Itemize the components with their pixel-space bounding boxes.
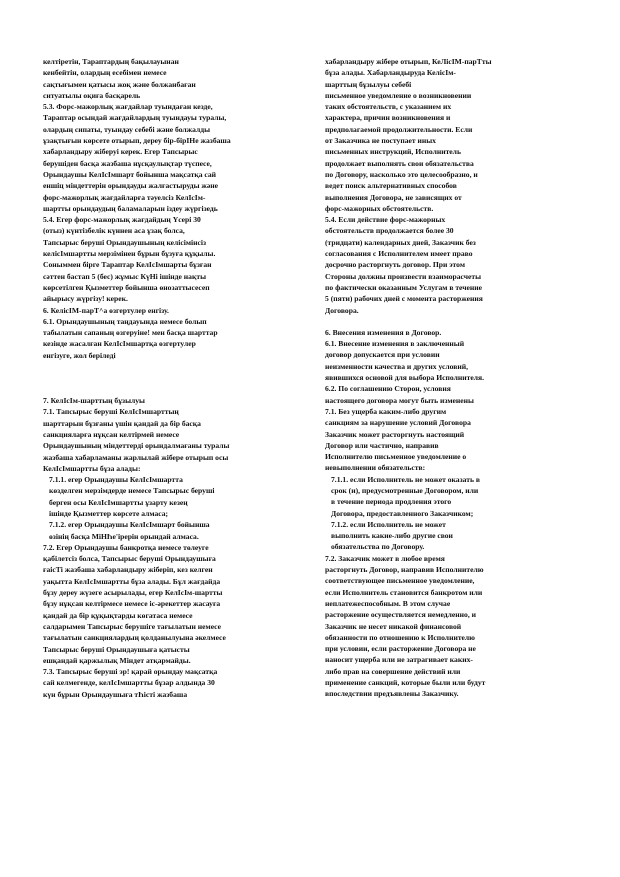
right-column-russian — [325, 56, 590, 700]
section-spacer — [325, 316, 590, 327]
right-section-6-heading: 6. Внесения изменения в Договор. — [325, 327, 442, 337]
left-clause-7-1-2: 7.1.2. егер Орындаушы КелІсІмшарт бойынша өзінің басқа МіНҺе'ірерін орындай алмаса. — [49, 520, 210, 541]
right-clause-7-2: 7.2. Заказчик может в любое время расторгнуть Договор, направив Исполнителю соответствующее письменное уведомление, если Исполнитель становится банкротом или неплатежеспособным. В этом случае расторжение осуществляется немедленно, и Заказчик не несет никакой финансовой обязанности по отношению к Исполнителю при условии, если расторжение Договора не наносит ущерба или не затрагивает каких- либо прав на совершение действий или применение санкций, которые были или будут впоследствии предъявлены Заказчику. — [325, 553, 486, 699]
right-paragraph-kazakh-end: хабарландыру жіберe отырып, КеЛісІМ-парТты бұза алады. Хабарландыруда КелісІм- шарттың бұзылуы себебі — [325, 57, 492, 89]
left-clause-7-1: 7.1. Тапсырыс беруші КелІсІмшарттың шарттарын бұзғаны үшін қандай да бір басқа санкцияларға нұқсан келтірмей немесе Орындаушының міндеттерді орындалмағаны туралы жазбаша хабарламаны жарлылай жіберe отырып осы КелІсІмшартты бұза алады: — [43, 407, 230, 473]
right-clause-5-4: 5.4. Если действие форс-мажорных обстоятельств продолжается более 30 (тридцати) календарных дней, Заказчик без согласования с Исполнителем имеет право досрочно расторгнуть договор. При этом Стороны должны произвести взаиморасчеты по фактически оказанным Услугам в течение 5 (пяти) рабочих дней с момента расторжения Договора. — [325, 215, 483, 315]
right-clause-7-1: 7.1. Без ущерба каким-либо другим санкциям за нарушение условий Договора Заказчик может расторгнуть настоящий Договор или частично, направив Исполнителю письменное уведомление о невыполнении обязательств: — [325, 406, 471, 473]
left-section-6-heading: 6. КеліcІМ-парТ^а өзгертулер енгізу. — [43, 305, 169, 315]
left-clause-7-3: 7.3. Тапсырыс беруші эр! қарай орындау мақсатқа сай келмегенде, келІсІмшартты бұзар алдында 30 күн бұрын Орындаушыға тҺісті жазбаша — [43, 667, 218, 699]
right-clause-7-1-2: 7.1.2. если Исполнитель не может выполнить какие-либо другие свои обязательства по Договору. — [331, 519, 453, 552]
section-spacer — [43, 361, 313, 395]
left-clause-6-1: 6.1. Орындаушының таңдауында немесе болып табылатын сапаның өзгеруіне! мен басқа шарттар кезінде жасалған КелІсІмшартқа өзгертулер енгізуге, жол беріледі — [43, 316, 218, 360]
left-column-kazakh — [43, 56, 313, 700]
right-clause-6-2: 6.2. По соглашению Сторон, условия настоящего договора могут быть изменены — [325, 384, 474, 405]
left-clause-5-4: 5.4. Егер форс-мажорлық жағдайдың Үсері 30 (отыз) күнтізбелік күннен аса ұзақ болса, Тапсырыс беруші Орындаушының келісімінсіз келісІмшартты мерзімінен бұрын бұзуға құқылы. Соныммен бірге Тараптар КелІсІмшарты бұзған сәттен бастап 5 (бес) жұмыс КүНі ішінде нақты көрсетілген Қызметтер бойынша өнозаттысесеп айырысу жүргізу! керек. — [43, 215, 216, 304]
left-paragraph: келтіретін, Тараптардың бақылауынан кенбейтін, олардың есебімен немесе сақтығымен қатысы жоқ және болжанбаған ситуатылы оқиға басқарель — [43, 57, 196, 100]
left-clause-7-2: 7.2. Егер Орындаушы банкротқа немесе төлеуге қабілетсіз болса, Тапсырыс беруші Орындаушыға ғаісТі жазбаша хабарландыру жіберіп, кез келген уақытта КелІсІмшартты бұза алады. Бұл жағдайда бұзу дереу жүзеге асырылады, егер КелІсІм-шартты бұзу нұқсан келтірмесе немесе іс-әрекеттер жасауға қандай да бір құқықтарды көгатаса немесе салдарымен Тапсырыс берушіге тағылатын немесе тағылатын санкциялардың қолданылуына әкелмесе Тапсырыс беруші Орындаушыға қатысты ешқандай қаржылық Міндет атқармайды. — [43, 542, 226, 665]
left-clause-7-1-1: 7.1.1. егер Орындаушы КелІсІмшартта көзделген мерзімдерде немесе Тапсырыс беруші берген осы КелІсІмшартты ұзарту кезең ішінде Қызметтер көрсете алмаса; — [49, 475, 215, 518]
left-section-7-heading: 7. КелІсІм-шарттың бұзылуы — [43, 396, 145, 406]
right-clause-7-1-1: 7.1.1. если Исполнитель не может оказать в срок (и), предусмотренные Договором, или в течение периода продления этого Договора, предоставленного Заказчиком; — [331, 474, 480, 518]
right-clause-5-3: письменное уведомление о возникновении таких обстоятельств, с указанием их характера, причин возникновения и предполагаемой продолжительности. Если от Заказчика не поступает иных письменных инструкций, Исполнитель продолжает выполнять свои обязательства по Договору, насколько это целесообразно, и ведет поиск альтернативных способов выполнения Договора, не зависящих от форс-мажорных обстоятельств. — [325, 90, 478, 213]
right-clause-6-1: 6.1. Внесение изменения в заключенный договор допускается при условии неизменности качества и других условий, явившихся основой для выбора Исполнителя. — [325, 339, 484, 383]
left-clause-5-3: 5.3. Форс-мажорлық жағдайлар туындаған кезде, Тараптар осындай жағдайлардың туындауы туралы, олардың сипаты, туындау себебі және болжалды ұзақтығын көрсете отырып, дереу біp-біpІНе жазбаша хабарландыру жіберуі керек. Егер Тапсырыс берушіден басқа жазбаша нұсқаулықтар түспесе, Орындаушы КелІсІмшарт бойынша мақсатқа сай еншіц міндеттерін орындауды жалғастыруды және форс-мажорлық жағдайларға тәуелсіз КелІсІм- шартты орындаудың баламаларын іздеу жүргізедь — [43, 102, 231, 213]
